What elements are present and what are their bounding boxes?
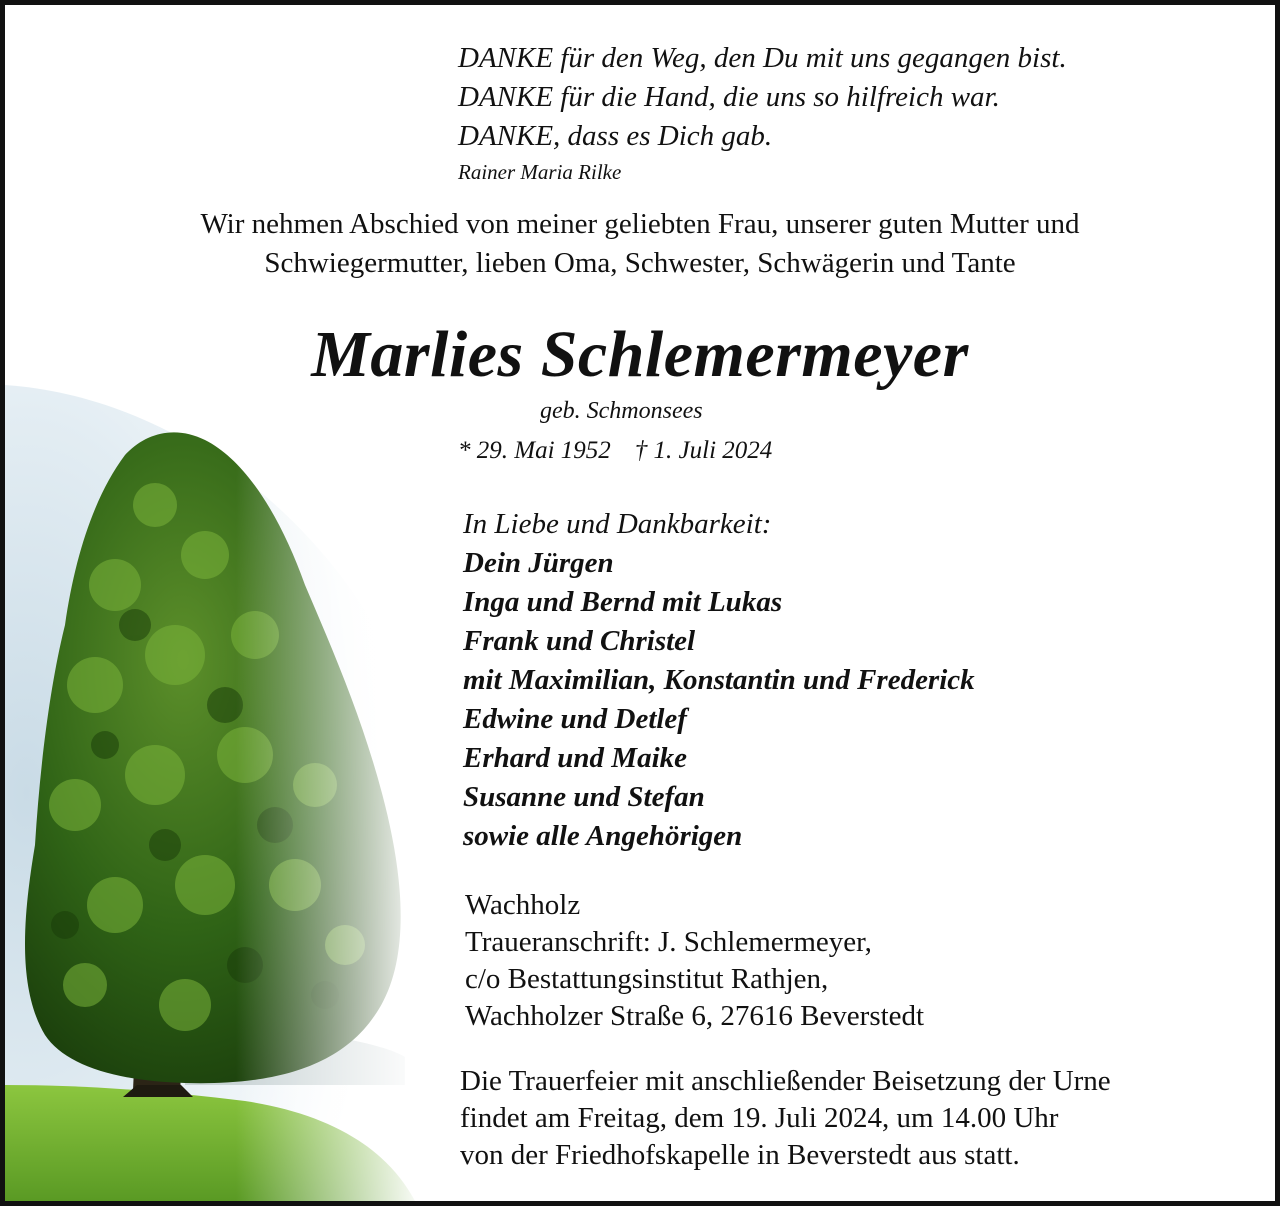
service-line: von der Friedhofskapelle in Beverstedt aus statt. xyxy=(460,1139,1020,1171)
mourning-address xyxy=(465,887,924,1035)
memorial-quote xyxy=(458,39,1067,186)
service-line: Die Trauerfeier mit anschließender Beisetzung der Urne xyxy=(460,1065,1111,1097)
farewell-intro xyxy=(5,205,1275,283)
service-line: findet am Freitag, dem 19. Juli 2024, um 14.00 Uhr xyxy=(460,1102,1059,1134)
quote-line: DANKE für den Weg, den Du mit uns gegangen bist. xyxy=(458,42,1067,74)
tree-illustration xyxy=(5,385,425,1201)
address-line: c/o Bestattungsinstitut Rathjen, xyxy=(465,963,829,995)
funeral-service-info xyxy=(460,1063,1111,1174)
quote-line: DANKE, dass es Dich gab. xyxy=(458,120,773,152)
mourner-name: mit Maximilian, Konstantin und Frederick xyxy=(463,664,975,696)
quote-author: Rainer Maria Rilke xyxy=(458,160,622,184)
address-line: Wachholzer Straße 6, 27616 Beverstedt xyxy=(465,1000,925,1032)
death-date: † 1. Juli 2024 xyxy=(634,437,773,464)
mourner-name: sowie alle Angehörigen xyxy=(463,820,743,852)
deceased-name: Marlies Schlemermeyer xyxy=(311,318,969,391)
mourner-name: Edwine und Detlef xyxy=(463,703,687,735)
address-line: Wachholz xyxy=(465,889,581,921)
mourners-list xyxy=(463,505,975,856)
intro-line: Schwiegermutter, lieben Oma, Schwester, Schwägerin und Tante xyxy=(264,247,1016,279)
quote-line: DANKE für die Hand, die uns so hilfreich war. xyxy=(458,81,1000,113)
birth-date: * 29. Mai 1952 xyxy=(458,437,611,464)
mourner-name: Dein Jürgen xyxy=(463,547,614,579)
mourners-lead: In Liebe und Dankbarkeit: xyxy=(463,508,772,540)
mourner-name: Susanne und Stefan xyxy=(463,781,705,813)
mourner-name: Frank und Christel xyxy=(463,625,696,657)
intro-line: Wir nehmen Abschied von meiner geliebten Frau, unserer guten Mutter und xyxy=(200,208,1080,240)
maiden-name: geb. Schmonsees xyxy=(540,398,703,424)
address-line: Traueranschrift: J. Schlemermeyer, xyxy=(465,926,872,958)
mourner-name: Inga und Bernd mit Lukas xyxy=(463,586,783,618)
life-dates xyxy=(458,434,772,468)
mourner-name: Erhard und Maike xyxy=(463,742,688,774)
